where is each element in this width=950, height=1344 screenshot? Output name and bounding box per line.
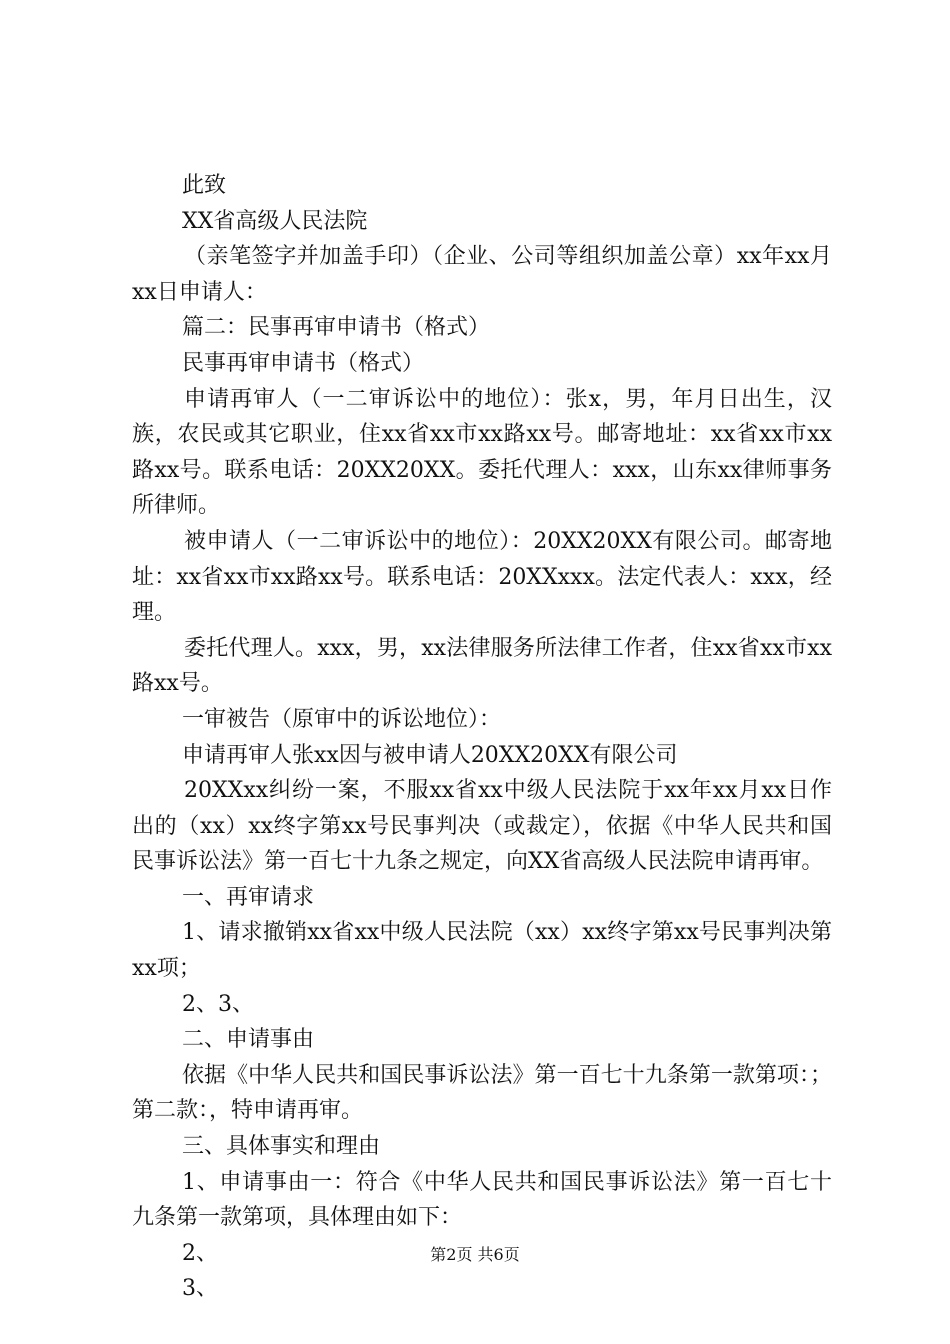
reason-item-1: 1、申请事由一：符合《中华人民共和国民事诉讼法》第一百七十九条第一款第项，具体理由如下： bbox=[132, 1169, 832, 1231]
respondent-paragraph: 被申请人（一二审诉讼中的地位）：20XX20XX有限公司。邮寄地址：xx省xx市xx路xx号。联系电话：20XXxxx。法定代表人：xxx，经理。 bbox=[132, 528, 832, 626]
grounds-paragraph: 依据《中华人民共和国民事诉讼法》第一百七十九条第一款第项：；第二款：，特申请再审。 bbox=[132, 1062, 832, 1124]
case-intro-line: 申请再审人张xx因与被申请人20XX20XX有限公司 bbox=[182, 742, 678, 768]
request-item-1: 1、请求撤销xx省xx中级人民法院（xx）xx终字第xx号民事判决第xx项； bbox=[132, 920, 832, 982]
section-heading-part-two: 篇二：民事再审申请书（格式） bbox=[182, 315, 491, 341]
signature-line: （亲笔签字并加盖手印）（企业、公司等组织加盖公章）xx年xx月xx日申请人： bbox=[132, 244, 832, 305]
page-number-footer: 第2页 共6页 bbox=[430, 1245, 520, 1264]
heading-application-grounds: 二、申请事由 bbox=[182, 1027, 315, 1053]
document-body bbox=[132, 168, 832, 1307]
applicant-paragraph: 申请再审人（一二审诉讼中的地位）：张x，男，年月日出生，汉族，农民或其它职业，住xx省xx市xx路xx号。邮寄地址：xx省xx市xx路xx号。联系电话：20XX20XX。委托代理人：xxx，山东xx律师事务所律师。 bbox=[132, 386, 832, 519]
document-title: 民事再审申请书（格式） bbox=[182, 350, 425, 376]
closing-salutation: 此致 bbox=[182, 173, 227, 198]
heading-retrial-request: 一、再审请求 bbox=[182, 884, 315, 910]
first-instance-defendant: 一审被告（原审中的诉讼地位）： bbox=[182, 706, 502, 732]
reason-item-3: 3、 bbox=[182, 1276, 218, 1302]
request-items-2-3: 2、3、 bbox=[182, 991, 254, 1017]
addressee-court: XX省高级人民法院 bbox=[182, 208, 368, 234]
reason-item-2: 2、 bbox=[182, 1240, 218, 1266]
case-description-paragraph: 20XXxx纠纷一案，不服xx省xx中级人民法院于xx年xx月xx日作出的（xx）xx终字第xx号民事判决（或裁定），依据《中华人民共和国民事诉讼法》第一百七十九条之规定，向XX省高级人民法院申请再审。 bbox=[132, 778, 832, 875]
agent-paragraph: 委托代理人。xxx，男，xx法律服务所法律工作者，住xx省xx市xx路xx号。 bbox=[132, 635, 832, 697]
heading-facts-and-reasons: 三、具体事实和理由 bbox=[182, 1134, 381, 1160]
